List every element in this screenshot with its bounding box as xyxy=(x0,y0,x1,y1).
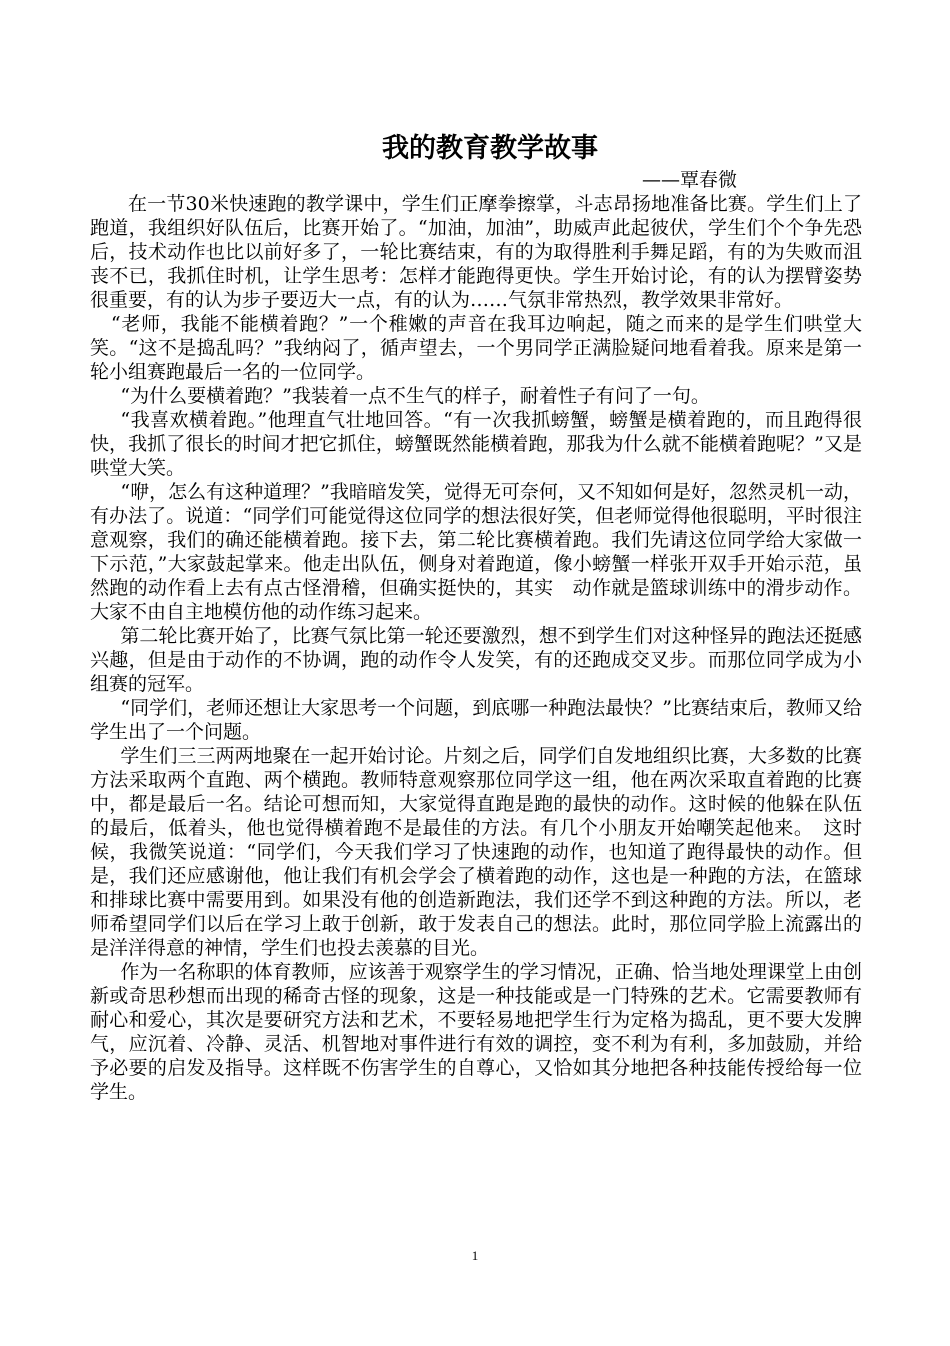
paragraph: “我喜欢横着跑。”他理直气壮地回答。“有一次我抓螃蟹，螃蟹是横着跑的，而且跑得很快，我抓了很长的时间才把它抓住，螃蟹既然能横着跑，那我为什么就不能横着跑呢？”又是哄堂大笑。 xyxy=(90,409,862,479)
page-number: 1 xyxy=(471,1248,479,1263)
paragraph: “为什么要横着跑？”我装着一点不生气的样子，耐着性子有问了一句。 xyxy=(120,385,710,407)
document-title: 我的教育教学故事 xyxy=(382,133,598,164)
paragraph: “同学们，老师还想让大家思考一个问题，到底哪一种跑法最快？”比赛结束后，教师又给学生出了一个问题。 xyxy=(90,697,862,743)
paragraph: 第二轮比赛开始了，比赛气氛比第一轮还要激烈，想不到学生们对这种怪异的跑法还挺感兴趣，但是由于动作的不协调，跑的动作令人发笑，有的还跑成交叉步。而那位同学成为小组赛的冠军。 xyxy=(90,625,862,695)
paragraph: 在一节30米快速跑的教学课中，学生们正摩拳擦掌，斗志昂扬地准备比赛。学生们上了跑道，我组织好队伍后，比赛开始了。“加油，加油”，助威声此起彼伏，学生们个个争先恐后，技术动作也比以前好多了，一轮比赛结束，有的为取得胜利手舞足蹈，有的为失败而沮丧不已，我抓住时机，让学生思考：怎样才能跑得更快。学生开始讨论，有的认为摆臂姿势很重要，有的认为步子要迈大一点，有的认为……气氛非常热烈，教学效果非常好。 xyxy=(90,193,862,311)
paragraph: 作为一名称职的体育教师，应该善于观察学生的学习情况，正确、恰当地处理课堂上由创新或奇思秒想而出现的稀奇古怪的现象，这是一种技能或是一门特殊的艺术。它需要教师有耐心和爱心，其次是要研究方法和艺术，不要轻易地把学生行为定格为捣乱，更不要大发脾气，应沉着、冷静、灵活、机智地对事件进行有效的调控，变不利为有利，多加鼓励，并给予必要的启发及指导。这样既不伤害学生的自尊心，又恰如其分地把各种技能传授给每一位学生。 xyxy=(90,961,862,1103)
paragraph: 学生们三三两两地聚在一起开始讨论。片刻之后，同学们自发地组织比赛，大多数的比赛方法采取两个直跑、两个横跑。教师特意观察那位同学这一组，他在两次采取直着跑的比赛中，都是最后一名。结论可想而知，大家觉得直跑是跑的最快的动作。这时候的他躲在队伍的最后，低着头，他也觉得横着跑不是最佳的方法。有几个小朋友开始嘲笑起他来。 这时候，我微笑说道：“同学们，今天我们学习了快速跑的动作，也知道了跑得最快的动作。但是，我们还应感谢他，他让我们有机会学会了横着跑的动作，这也是一种跑的方法，在篮球和排球比赛中需要用到。如果没有他的创造新跑法，我们还学不到这种跑的方法。所以，老师希望同学们以后在学习上敢于创新，敢于发表自己的想法。此时，那位同学脸上流露出的是洋洋得意的神情，学生们也投去羡慕的目光。 xyxy=(90,745,862,959)
document-page xyxy=(90,130,862,1104)
document-author: ——覃春微 xyxy=(641,169,737,191)
paragraph: “咿，怎么有这种道理？”我暗暗发笑，觉得无可奈何，又不知如何是好，忽然灵机一动，有办法了。说道：“同学们可能觉得这位同学的想法很好笑，但老师觉得他很聪明，平时很注意观察，我们的确还能横着跑。接下去，第二轮比赛横着跑。我们先请这位同学给大家做一下示范，”大家鼓起掌来。他走出队伍，侧身对着跑道，像小螃蟹一样张开双手开始示范，虽然跑的动作看上去有点古怪滑稽，但确实挺快的，其实 动作就是篮球训练中的滑步动作。大家不由自主地模仿他的动作练习起来。 xyxy=(90,481,862,623)
paragraph: “老师，我能不能横着跑？”一个稚嫩的声音在我耳边响起，随之而来的是学生们哄堂大笑。“这不是捣乱吗？”我纳闷了，循声望去，一个男同学正满脸疑问地看着我。原来是第一轮小组赛跑最后一名的一位同学。 xyxy=(90,313,862,383)
